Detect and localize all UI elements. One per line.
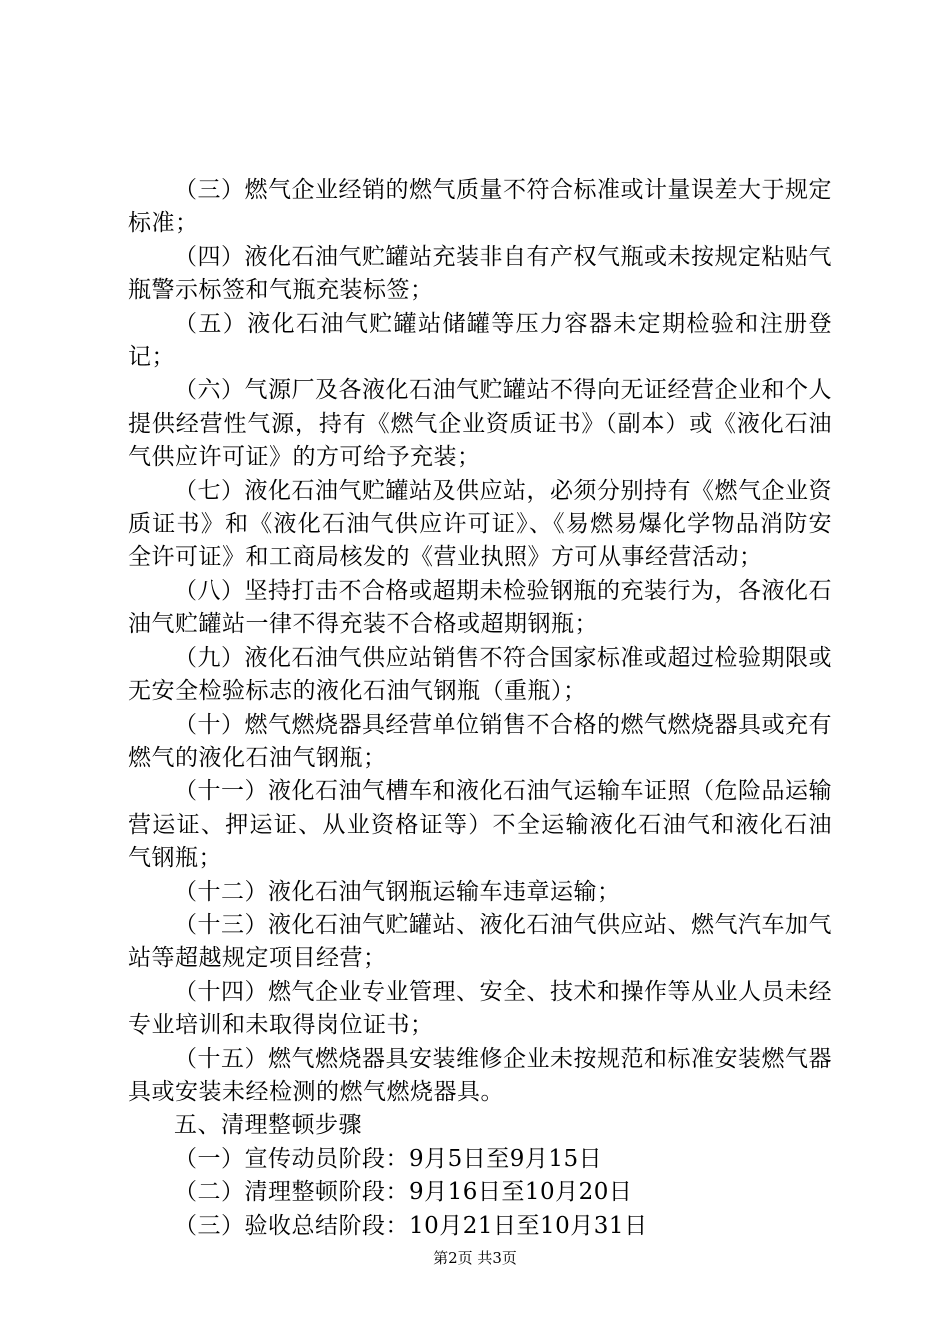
paragraph-item-11: （十一）液化石油气槽车和液化石油气运输车证照（危险品运输营运证、押运证、从业资格证等）不全运输液化石油气和液化石油气钢瓶； bbox=[128, 778, 832, 872]
document-body bbox=[128, 174, 832, 1243]
paragraph-item-12: （十二）液化石油气钢瓶运输车违章运输； bbox=[174, 878, 621, 905]
paragraph-item-3: （三）燃气企业经销的燃气质量不符合标准或计量误差大于规定标准； bbox=[128, 177, 832, 237]
paragraph-item-5: （五）液化石油气贮罐站储罐等压力容器未定期检验和注册登记； bbox=[128, 310, 832, 371]
page-number-footer: 第2页 共3页 bbox=[433, 1249, 517, 1267]
paragraph-item-15: （十五）燃气燃烧器具安装维修企业未按规范和标准安装燃气器具或安装未经检测的燃气燃烧器具。 bbox=[128, 1045, 832, 1105]
paragraph-item-14: （十四）燃气企业专业管理、安全、技术和操作等从业人员未经专业培训和未取得岗位证书； bbox=[128, 978, 832, 1039]
step-item-1: （一）宣传动员阶段：9月5日至9月15日 bbox=[174, 1145, 603, 1172]
paragraph-item-9: （九）液化石油气供应站销售不符合国家标准或超过检验期限或无安全检验标志的液化石油气钢瓶（重瓶）； bbox=[128, 644, 832, 705]
paragraph-item-10: （十）燃气燃烧器具经营单位销售不合格的燃气燃烧器具或充有燃气的液化石油气钢瓶； bbox=[128, 711, 832, 771]
paragraph-item-13: （十三）液化石油气贮罐站、液化石油气供应站、燃气汽车加气站等超越规定项目经营； bbox=[128, 911, 832, 972]
step-item-2: （二）清理整顿阶段：9月16日至10月20日 bbox=[174, 1179, 633, 1206]
paragraph-item-7: （七）液化石油气贮罐站及供应站，必须分别持有《燃气企业资质证书》和《液化石油气供应许可证》、《易燃易爆化学物品消防安全许可证》和工商局核发的《营业执照》方可从事经营活动； bbox=[128, 477, 832, 571]
step-item-3: （三）验收总结阶段：10月21日至10月31日 bbox=[174, 1212, 648, 1239]
section-heading-5: 五、清理整顿步骤 bbox=[174, 1112, 362, 1139]
paragraph-item-6: （六）气源厂及各液化石油气贮罐站不得向无证经营企业和个人提供经营性气源，持有《燃气企业资质证书》（副本）或《液化石油气供应许可证》的方可给予充装； bbox=[128, 377, 832, 471]
paragraph-item-8: （八）坚持打击不合格或超期未检验钢瓶的充装行为，各液化石油气贮罐站一律不得充装不合格或超期钢瓶； bbox=[128, 577, 832, 638]
paragraph-item-4: （四）液化石油气贮罐站充装非自有产权气瓶或未按规定粘贴气瓶警示标签和气瓶充装标签； bbox=[128, 243, 832, 304]
